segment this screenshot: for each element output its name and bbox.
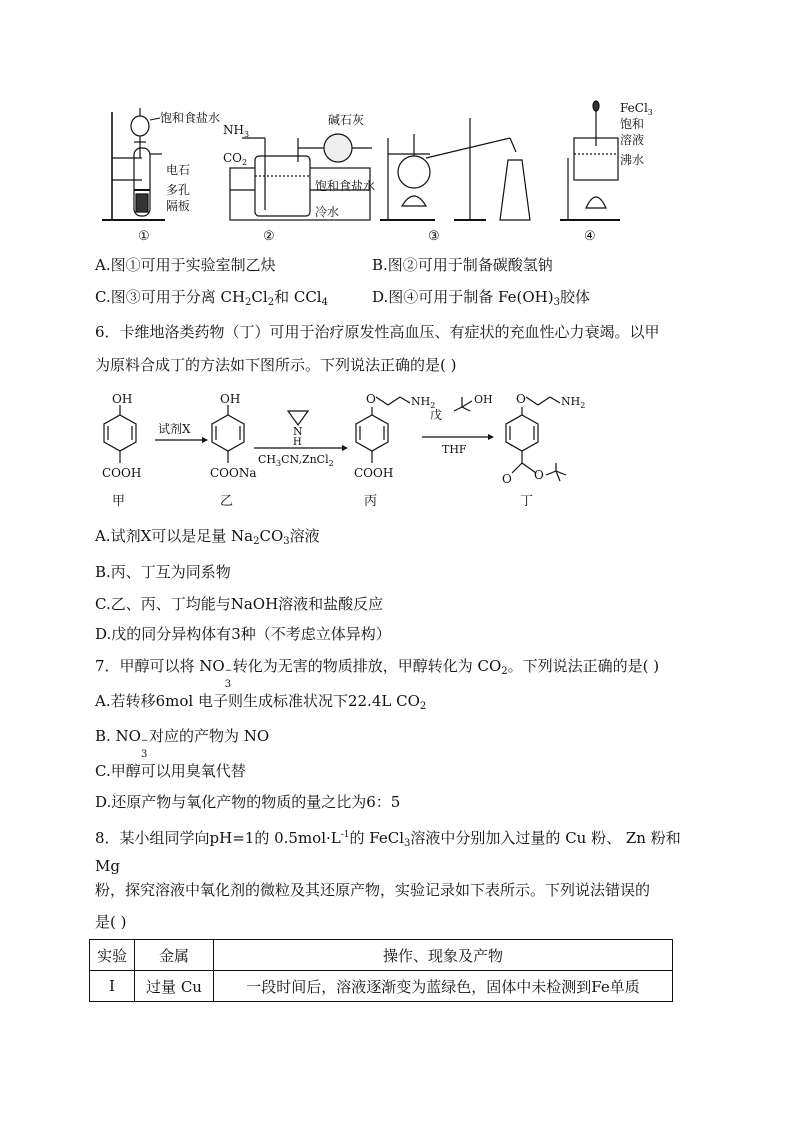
q7-option-b bbox=[95, 726, 270, 760]
fig4-l2: 饱和 bbox=[620, 117, 645, 131]
q5c-and: 和 CCl bbox=[274, 288, 322, 306]
header-experiment: 实验 bbox=[90, 940, 135, 971]
q8-stem-a: 8．某小组同学向pH=1的 0.5mol·L bbox=[95, 829, 341, 847]
thf-label: THF bbox=[442, 443, 467, 456]
ding-o3: O bbox=[534, 468, 544, 482]
q7-stem-c: 。下列说法正确的是( ) bbox=[507, 657, 660, 675]
q8-stem-line2: 粉，探究溶液中氧化剂的微粒及其还原产物，实验记录如下表所示。下列说法错误的 bbox=[95, 881, 651, 899]
jia-cooh: COOH bbox=[102, 466, 142, 480]
q7b-end: 对应的产物为 NO bbox=[148, 727, 270, 745]
ding-nh2: $NH_2$ bbox=[561, 395, 586, 410]
fig2-number: ② bbox=[263, 229, 275, 244]
bing-o: O bbox=[366, 392, 376, 406]
q5-option-a: A.图①可用于实验室制乙炔 bbox=[95, 256, 276, 274]
q7-stem-b: 转化为无害的物质排放，甲醇转化为 CO bbox=[232, 657, 502, 675]
q8-experiment-table bbox=[89, 939, 673, 1002]
apparatus-figures bbox=[90, 98, 653, 248]
cell-operation: 一段时间后，溶液逐渐变为蓝绿色，固体中未检测到Fe单质 bbox=[214, 971, 673, 1002]
figure-1-acetylene-apparatus bbox=[102, 108, 165, 220]
q7-stem-a: 7．甲醇可以将 NO bbox=[95, 657, 225, 675]
fig4-l4: 沸水 bbox=[620, 153, 645, 167]
q8-stem-mg: Mg bbox=[95, 857, 120, 875]
q6a-s2: 3 bbox=[283, 536, 290, 547]
yi-coona: COONa bbox=[210, 466, 257, 480]
q5-option-c bbox=[95, 287, 328, 313]
fig2-low: 冷水 bbox=[315, 205, 340, 219]
q5c-s2: 2 bbox=[267, 297, 275, 308]
yi-oh: OH bbox=[220, 392, 241, 406]
fig2-top: 碱石灰 bbox=[328, 113, 365, 127]
bing-nh2: $NH_2$ bbox=[411, 395, 436, 410]
table-header-row bbox=[90, 940, 673, 971]
q5d-s: 3 bbox=[553, 297, 560, 308]
header-operation: 操作、现象及产物 bbox=[214, 940, 673, 971]
q6a-pre: A.试剂X可以是足量 Na bbox=[95, 527, 254, 545]
fig3-number: ③ bbox=[428, 229, 440, 244]
fig1-label-low1: 多孔 bbox=[166, 183, 191, 197]
q5c-pre: C.图③可用于分离 CH bbox=[95, 288, 246, 306]
yi-label: 乙 bbox=[220, 494, 234, 509]
q5-option-b: B.图②可用于制备碳酸氢钠 bbox=[372, 256, 553, 274]
compound-yi-structure bbox=[212, 405, 244, 463]
ding-label: 丁 bbox=[520, 494, 534, 509]
aziridine-n: N bbox=[293, 425, 303, 438]
compound-bing-structure bbox=[356, 397, 410, 463]
fig2-mid: 饱和食盐水 bbox=[315, 179, 376, 193]
fig1-label-mid: 电石 bbox=[166, 163, 191, 177]
aziridine-reagent bbox=[288, 411, 308, 425]
compound-jia-structure bbox=[104, 405, 136, 463]
q8-stem-line3: 是( ) bbox=[95, 913, 127, 931]
cell-metal: 过量 Cu bbox=[135, 971, 214, 1002]
q7b-pre: B. NO bbox=[95, 727, 141, 745]
figure-4-colloid-apparatus bbox=[560, 101, 620, 220]
fig4-l3: 溶液 bbox=[620, 133, 645, 147]
q6-option-a bbox=[95, 526, 320, 552]
fig4-l1: FeCl$_3$ bbox=[620, 101, 653, 117]
q6-option-c: C.乙、丙、丁均能与NaOH溶液和盐酸反应 bbox=[95, 595, 384, 613]
q7-stem-sup: − bbox=[224, 666, 233, 676]
q8-stem-s: 3 bbox=[404, 838, 411, 849]
tert-butanol-reagent bbox=[454, 397, 472, 411]
q6a-s1: 2 bbox=[253, 536, 260, 547]
figure-2-bicarbonate-apparatus bbox=[230, 134, 372, 220]
q7-stem bbox=[95, 656, 660, 690]
q6-synthesis-scheme bbox=[90, 385, 710, 515]
q7b-sub: 3 bbox=[140, 749, 148, 760]
fig4-number: ④ bbox=[584, 229, 596, 244]
jia-oh: OH bbox=[112, 392, 133, 406]
q5c-s3: 4 bbox=[321, 297, 328, 308]
fig1-number: ① bbox=[138, 229, 150, 244]
q8-stem-line1 bbox=[95, 825, 681, 854]
q7b-sup: − bbox=[140, 736, 149, 746]
q6-option-b: B.丙、丁互为同系物 bbox=[95, 563, 231, 581]
q7-stem-sub: 3 bbox=[224, 679, 232, 690]
wu-reagent: 戊 bbox=[430, 408, 443, 422]
q8-stem-sup: -1 bbox=[340, 830, 350, 840]
q7a-s: 2 bbox=[419, 701, 427, 712]
q6-stem-line2: 为原料合成丁的方法如下图所示。下列说法正确的是( ) bbox=[95, 356, 457, 374]
q5d-pre: D.图④可用于制备 Fe(OH) bbox=[372, 288, 554, 306]
bing-cooh: COOH bbox=[354, 466, 394, 480]
q7a-pre: A.若转移6mol 电子则生成标准状况下22.4L CO bbox=[95, 692, 420, 710]
q5c-mid: Cl bbox=[251, 288, 268, 306]
arrow-2-conditions: $CH_3CN,ZnCl_2$ bbox=[258, 453, 334, 468]
ding-o1: O bbox=[516, 392, 526, 406]
q6a-mid: CO bbox=[259, 527, 284, 545]
reagent-x: 试剂X bbox=[158, 422, 191, 436]
q7-option-a bbox=[95, 691, 426, 717]
fig1-label-top: 饱和食盐水 bbox=[160, 111, 221, 125]
tbuoh-oh: OH bbox=[474, 393, 493, 406]
q7-stem-s2: 2 bbox=[501, 666, 508, 677]
q8-stem-b: 的 FeCl bbox=[349, 829, 405, 847]
q5-option-d bbox=[372, 287, 590, 313]
header-metal: 金属 bbox=[135, 940, 214, 971]
q5c-s1: 2 bbox=[245, 297, 252, 308]
q6a-end: 溶液 bbox=[289, 527, 320, 545]
q6-option-d: D.戊的同分异构体有3种（不考虑立体异构） bbox=[95, 625, 391, 643]
jia-label: 甲 bbox=[112, 494, 126, 509]
q7-option-c: C.甲醇可以用臭氧代替 bbox=[95, 762, 246, 780]
ding-o2: O bbox=[502, 472, 512, 486]
aziridine-h: H bbox=[293, 437, 302, 448]
q7-option-d: D.还原产物与氧化产物的物质的量之比为6：5 bbox=[95, 793, 401, 811]
q5d-end: 胶体 bbox=[559, 288, 590, 306]
bing-label: 丙 bbox=[364, 494, 378, 509]
q6-stem-line1: 6．卡维地洛类药物（丁）可用于治疗原发性高血压、有症状的充血性心力衰竭。以甲 bbox=[95, 323, 660, 341]
fig2-in1: $NH_3$ bbox=[223, 123, 250, 139]
cell-experiment: I bbox=[90, 971, 135, 1002]
q8-stem-c: 溶液中分别加入过量的 Cu 粉、 Zn 粉和 bbox=[410, 829, 681, 847]
fig1-label-low2: 隔板 bbox=[166, 199, 191, 213]
figure-3-distillation-apparatus bbox=[380, 118, 530, 220]
table-row bbox=[90, 971, 673, 1002]
fig2-in2: $CO_2$ bbox=[223, 151, 248, 167]
